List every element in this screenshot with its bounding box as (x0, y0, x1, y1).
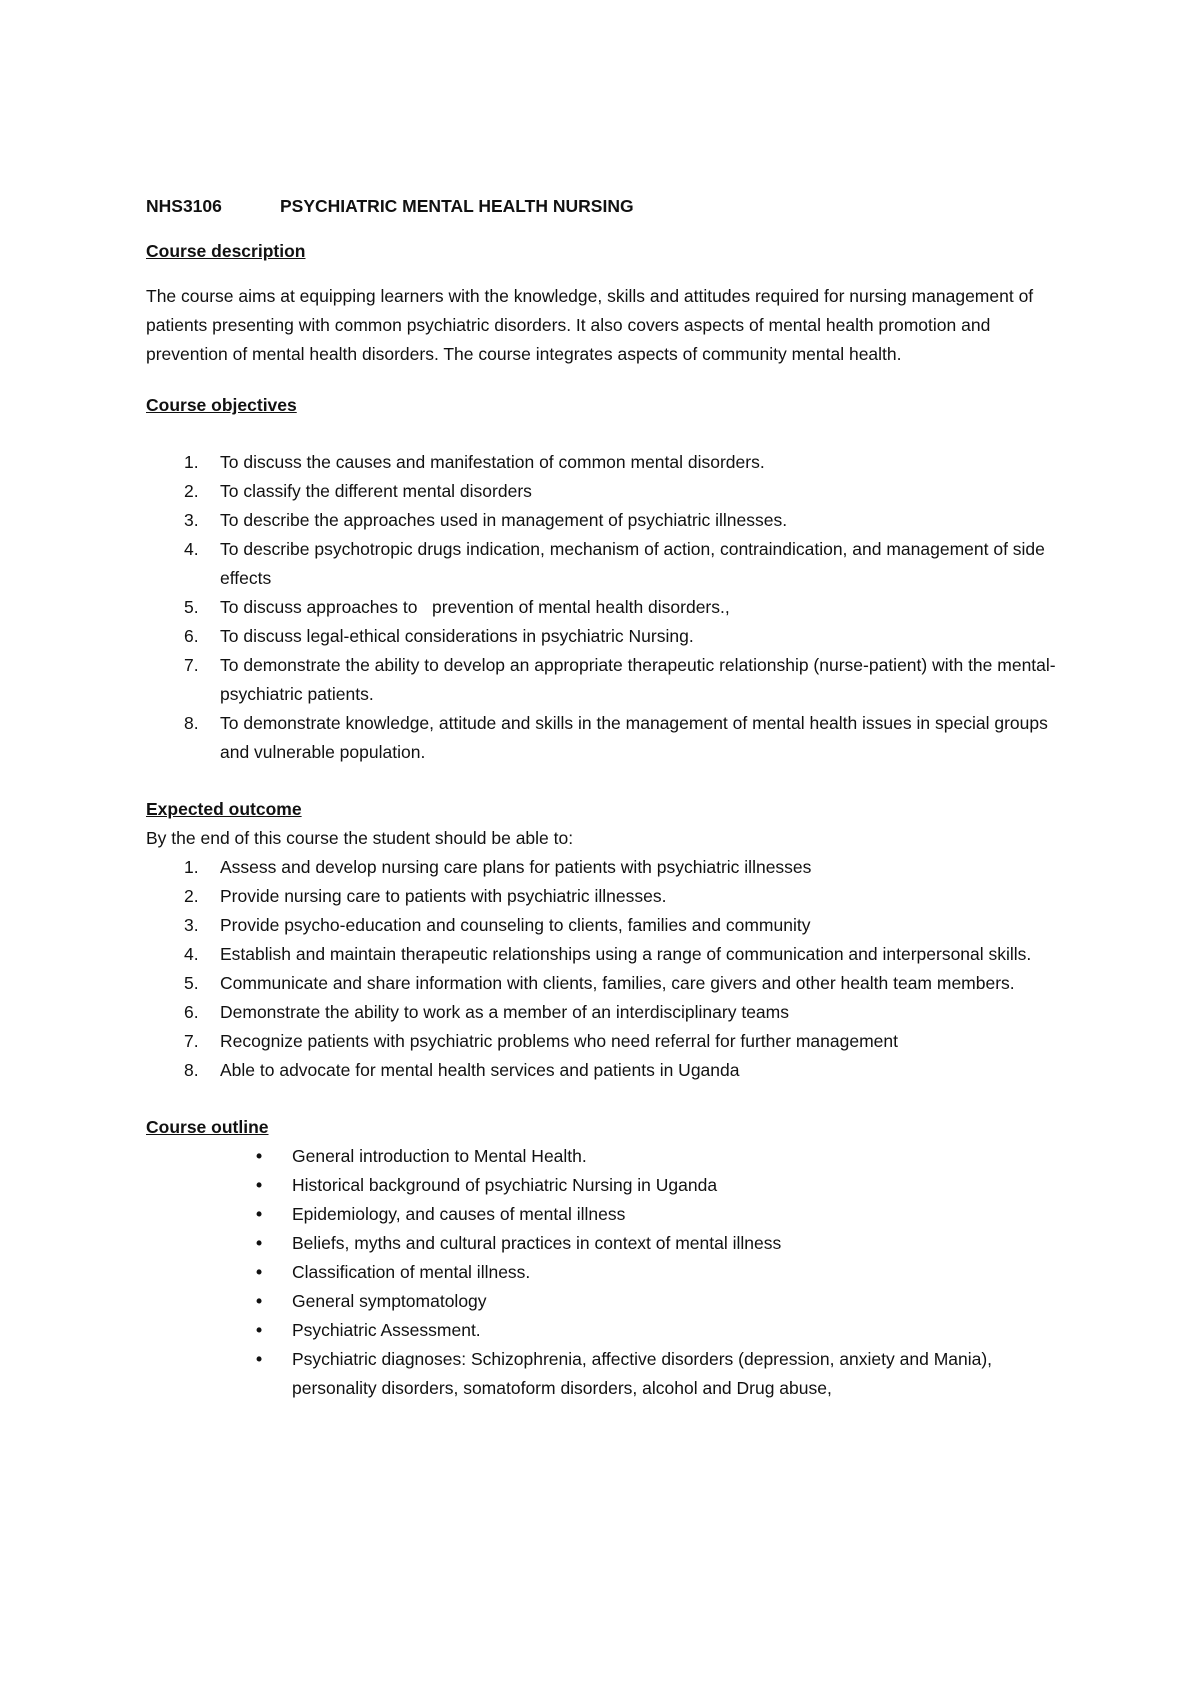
course-title: PSYCHIATRIC MENTAL HEALTH NURSING (280, 196, 634, 216)
list-item: • Epidemiology, and causes of mental illness (146, 1200, 1076, 1229)
list-item: 5. Communicate and share information with clients, families, care givers and other health team members. (184, 973, 1015, 993)
list-item: • Historical background of psychiatric Nursing in Uganda (146, 1171, 1076, 1200)
bullet-icon: • (256, 1349, 263, 1369)
list-item: 4. Establish and maintain therapeutic relationships using a range of communication and interpersonal skills. (184, 944, 1032, 964)
list-item: 6. To discuss legal-ethical considerations in psychiatric Nursing. (184, 626, 694, 646)
objectives-heading: Course objectives (146, 395, 297, 415)
list-item: 1. Assess and develop nursing care plans for patients with psychiatric illnesses (184, 857, 812, 877)
list-item: • Beliefs, myths and cultural practices in context of mental illness (146, 1229, 1076, 1258)
list-item: 2. To classify the different mental disorders (184, 481, 532, 501)
list-item: 1. To discuss the causes and manifestation of common mental disorders. (184, 452, 765, 472)
list-item: 7. To demonstrate the ability to develop an appropriate therapeutic relationship (nurse-patient) with the mental-psychiatric patients. (184, 655, 1056, 704)
list-item: • General symptomatology (146, 1287, 1076, 1316)
list-item: 5. To discuss approaches to prevention of mental health disorders., (184, 597, 730, 617)
list-item: 3. To describe the approaches used in management of psychiatric illnesses. (184, 510, 788, 530)
course-code: NHS3106 (146, 196, 222, 216)
bullet-icon: • (256, 1146, 263, 1166)
outcome-list (146, 853, 1076, 1085)
bullet-icon: • (256, 1320, 263, 1340)
list-item: 7. Recognize patients with psychiatric problems who need referral for further management (184, 1031, 898, 1051)
bullet-icon: • (256, 1291, 263, 1311)
bullet-icon: • (256, 1262, 263, 1282)
document-page (146, 192, 1076, 1403)
list-item: • General introduction to Mental Health. (146, 1142, 1076, 1171)
list-item: 6. Demonstrate the ability to work as a member of an interdisciplinary teams (184, 1002, 789, 1022)
outline-list (146, 1142, 1076, 1403)
bullet-icon: • (256, 1175, 263, 1195)
list-item: • Psychiatric diagnoses: Schizophrenia, affective disorders (depression, anxiety and Mania), personality disorders, somatoform disorders, alcohol and Drug abuse, (146, 1345, 1076, 1403)
list-item: 4. To describe psychotropic drugs indication, mechanism of action, contraindication, and management of side effects (184, 539, 1045, 588)
outcome-intro: By the end of this course the student should be able to: (146, 828, 574, 848)
list-item: • Classification of mental illness. (146, 1258, 1076, 1287)
list-item: 3. Provide psycho-education and counseling to clients, families and community (184, 915, 811, 935)
list-item: 8. Able to advocate for mental health services and patients in Uganda (184, 1060, 740, 1080)
outcome-heading: Expected outcome (146, 799, 302, 819)
list-item: • Psychiatric Assessment. (146, 1316, 1076, 1345)
bullet-icon: • (256, 1233, 263, 1253)
list-item: 8. To demonstrate knowledge, attitude and skills in the management of mental health issues in special groups and vulnerable population. (184, 713, 1048, 762)
objectives-list (146, 448, 1076, 767)
list-item: 2. Provide nursing care to patients with psychiatric illnesses. (184, 886, 667, 906)
description-text: The course aims at equipping learners with the knowledge, skills and attitudes required for nursing management of patients presenting with common psychiatric disorders. It also covers aspects of mental health promotion and prevention of mental health disorders. The course integrates aspects of community mental health. (146, 286, 1034, 364)
bullet-icon: • (256, 1204, 263, 1224)
outline-heading: Course outline (146, 1117, 269, 1137)
description-heading: Course description (146, 241, 306, 261)
course-title-row (146, 192, 1076, 221)
